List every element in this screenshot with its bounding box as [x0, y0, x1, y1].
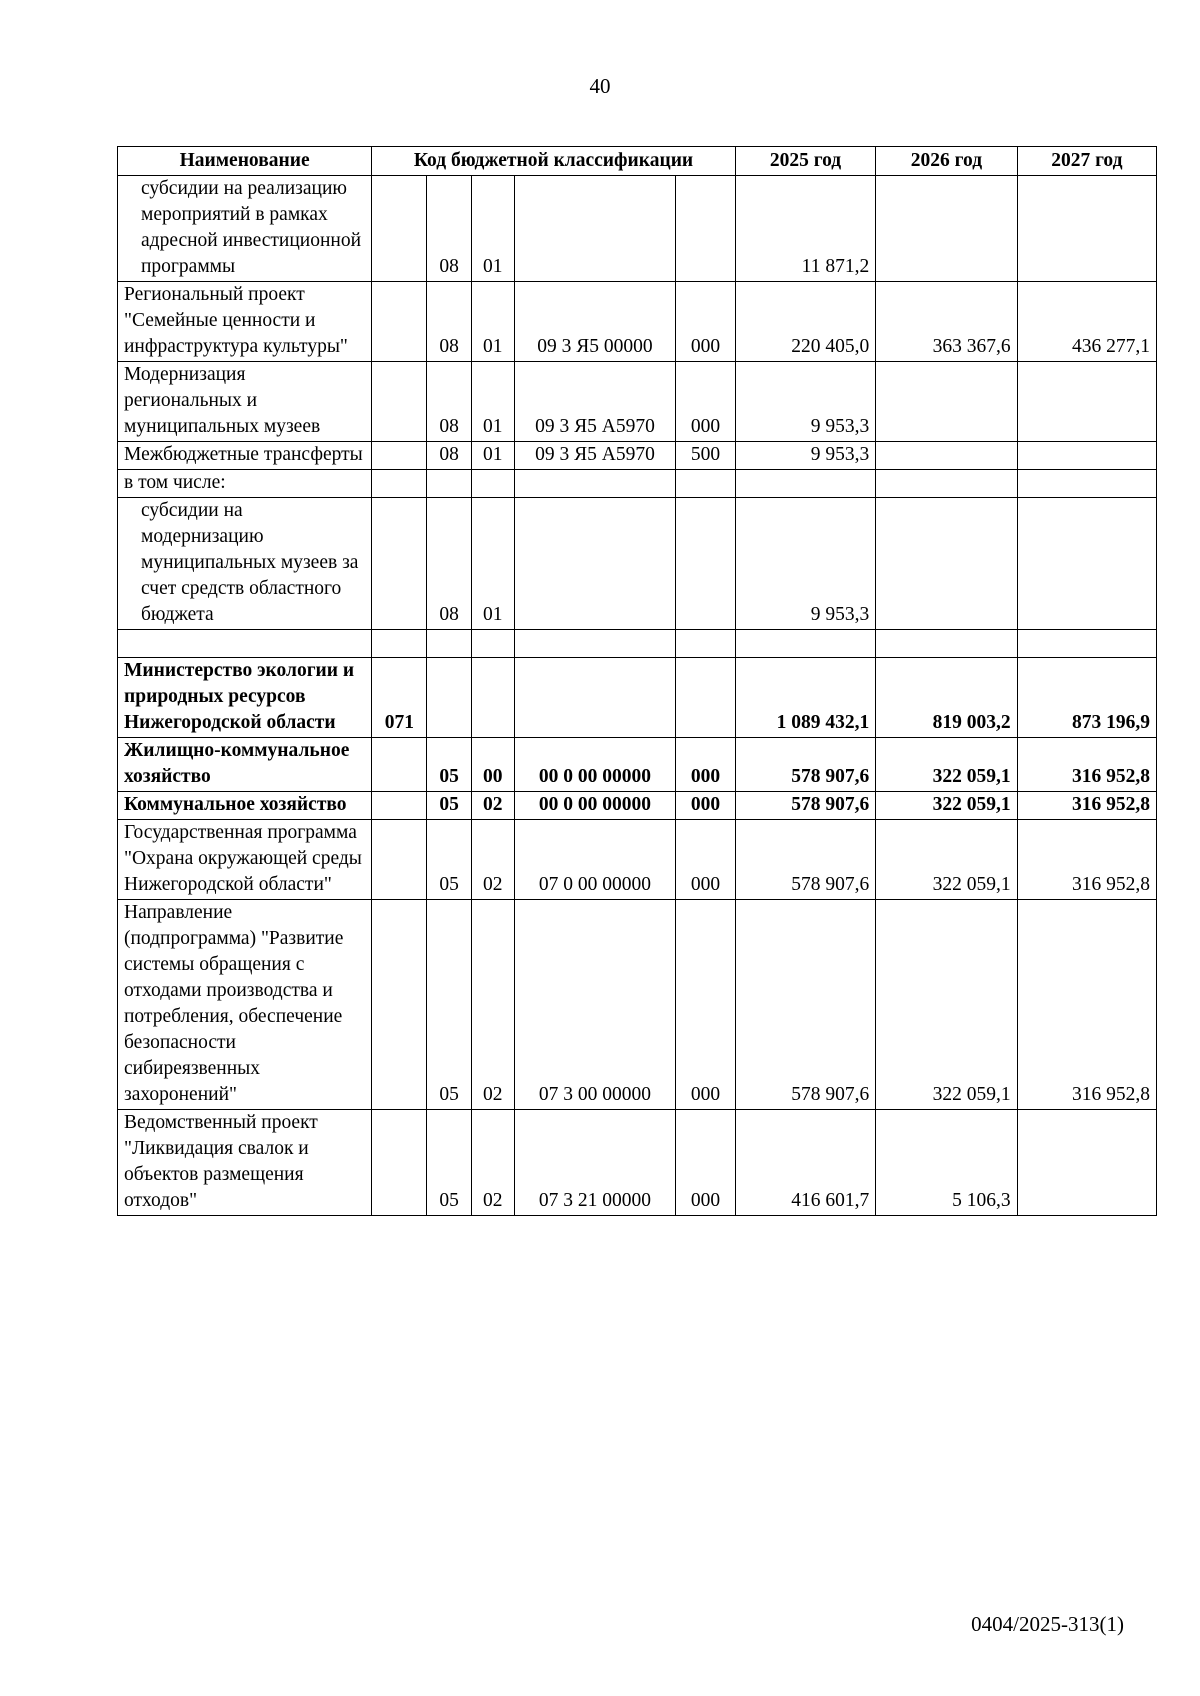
cell-podrazdel: 02 [471, 1110, 514, 1216]
cell-name: Коммунальное хозяйство [118, 792, 372, 820]
cell-name: в том числе: [118, 470, 372, 498]
cell-vr [676, 658, 736, 738]
cell-vr: 500 [676, 442, 736, 470]
cell-y2025: 578 907,6 [735, 900, 875, 1110]
cell-razdel: 08 [427, 362, 471, 442]
cell-y2026: 322 059,1 [876, 820, 1017, 900]
cell-razdel [427, 658, 471, 738]
cell-razdel: 08 [427, 498, 471, 630]
cell-y2025: 9 953,3 [735, 442, 875, 470]
cell-podrazdel: 01 [471, 498, 514, 630]
cell-csr: 00 0 00 00000 [514, 792, 675, 820]
table-row [118, 470, 1157, 498]
cell-name: Государственная программа "Охрана окружающей среды Нижегородской области" [118, 820, 372, 900]
cell-razdel: 05 [427, 820, 471, 900]
header-2025: 2025 год [735, 147, 875, 176]
cell-y2027: 316 952,8 [1017, 792, 1156, 820]
cell-podrazdel: 01 [471, 362, 514, 442]
cell-y2026 [876, 362, 1017, 442]
cell-csr: 07 3 00 00000 [514, 900, 675, 1110]
cell-vr [676, 498, 736, 630]
cell-csr: 07 0 00 00000 [514, 820, 675, 900]
cell-y2026: 322 059,1 [876, 738, 1017, 792]
cell-y2027 [1017, 498, 1156, 630]
cell-vedom [372, 792, 427, 820]
table-row [118, 442, 1157, 470]
cell-podrazdel [471, 470, 514, 498]
cell-vedom [372, 738, 427, 792]
cell-razdel [427, 470, 471, 498]
cell-vedom [372, 630, 427, 658]
cell-vr [676, 470, 736, 498]
cell-y2027 [1017, 176, 1156, 282]
cell-podrazdel [471, 630, 514, 658]
table-header-row [118, 147, 1157, 176]
cell-razdel: 05 [427, 1110, 471, 1216]
cell-name: Министерство экологии и природных ресурсов Нижегородской области [118, 658, 372, 738]
cell-vr: 000 [676, 362, 736, 442]
cell-csr: 07 3 21 00000 [514, 1110, 675, 1216]
header-name: Наименование [118, 147, 372, 176]
table-row [118, 630, 1157, 658]
cell-vr: 000 [676, 792, 736, 820]
cell-podrazdel [471, 658, 514, 738]
cell-vr: 000 [676, 282, 736, 362]
cell-vedom [372, 282, 427, 362]
cell-y2026: 322 059,1 [876, 792, 1017, 820]
cell-csr: 09 3 Я5 А5970 [514, 362, 675, 442]
header-code: Код бюджетной классификации [372, 147, 736, 176]
table-row [118, 792, 1157, 820]
cell-y2027: 436 277,1 [1017, 282, 1156, 362]
cell-y2027 [1017, 470, 1156, 498]
cell-y2026: 819 003,2 [876, 658, 1017, 738]
cell-razdel [427, 630, 471, 658]
budget-table [117, 146, 1157, 1216]
cell-vedom [372, 470, 427, 498]
cell-razdel: 05 [427, 900, 471, 1110]
cell-vr: 000 [676, 820, 736, 900]
cell-y2026 [876, 630, 1017, 658]
cell-y2025: 416 601,7 [735, 1110, 875, 1216]
cell-name: Межбюджетные трансферты [118, 442, 372, 470]
header-2026: 2026 год [876, 147, 1017, 176]
cell-y2027 [1017, 442, 1156, 470]
cell-y2026: 363 367,6 [876, 282, 1017, 362]
cell-y2027: 873 196,9 [1017, 658, 1156, 738]
cell-vedom: 071 [372, 658, 427, 738]
cell-vedom [372, 176, 427, 282]
cell-y2025: 9 953,3 [735, 498, 875, 630]
cell-y2025: 578 907,6 [735, 738, 875, 792]
cell-y2025: 11 871,2 [735, 176, 875, 282]
cell-name: Модернизация региональных и муниципальных музеев [118, 362, 372, 442]
cell-y2025: 578 907,6 [735, 820, 875, 900]
cell-csr: 09 3 Я5 00000 [514, 282, 675, 362]
cell-podrazdel: 01 [471, 176, 514, 282]
cell-name: Ведомственный проект "Ликвидация свалок и объектов размещения отходов" [118, 1110, 372, 1216]
cell-vedom [372, 820, 427, 900]
table-row [118, 738, 1157, 792]
cell-name [118, 630, 372, 658]
cell-csr [514, 470, 675, 498]
cell-razdel: 08 [427, 282, 471, 362]
cell-podrazdel: 01 [471, 282, 514, 362]
cell-y2026 [876, 176, 1017, 282]
table-row [118, 820, 1157, 900]
cell-razdel: 08 [427, 176, 471, 282]
cell-y2027 [1017, 362, 1156, 442]
cell-y2025: 220 405,0 [735, 282, 875, 362]
header-2027: 2027 год [1017, 147, 1156, 176]
cell-name: субсидии на модернизацию муниципальных музеев за счет средств областного бюджета [118, 498, 372, 630]
cell-y2025 [735, 470, 875, 498]
page-number: 40 [589, 74, 611, 98]
cell-csr: 00 0 00 00000 [514, 738, 675, 792]
table-row [118, 900, 1157, 1110]
cell-podrazdel: 00 [471, 738, 514, 792]
table-row [118, 176, 1157, 282]
cell-y2027: 316 952,8 [1017, 900, 1156, 1110]
cell-csr [514, 630, 675, 658]
table-row [118, 658, 1157, 738]
cell-vr [676, 630, 736, 658]
cell-vedom [372, 442, 427, 470]
cell-razdel: 05 [427, 738, 471, 792]
cell-csr: 09 3 Я5 А5970 [514, 442, 675, 470]
cell-name: субсидии на реализацию мероприятий в рамках адресной инвестиционной программы [118, 176, 372, 282]
cell-y2027: 316 952,8 [1017, 738, 1156, 792]
cell-y2027 [1017, 1110, 1156, 1216]
cell-csr [514, 176, 675, 282]
table-row [118, 362, 1157, 442]
table-row [118, 282, 1157, 362]
cell-razdel: 08 [427, 442, 471, 470]
cell-y2025: 9 953,3 [735, 362, 875, 442]
cell-y2026: 322 059,1 [876, 900, 1017, 1110]
document-code: 0404/2025-313(1) [971, 1612, 1124, 1636]
cell-y2027 [1017, 630, 1156, 658]
cell-razdel: 05 [427, 792, 471, 820]
cell-y2025: 578 907,6 [735, 792, 875, 820]
cell-name: Жилищно-коммунальное хозяйство [118, 738, 372, 792]
cell-name: Региональный проект "Семейные ценности и инфраструктура культуры" [118, 282, 372, 362]
cell-y2025: 1 089 432,1 [735, 658, 875, 738]
cell-vedom [372, 362, 427, 442]
cell-vedom [372, 900, 427, 1110]
cell-vr: 000 [676, 738, 736, 792]
cell-podrazdel: 01 [471, 442, 514, 470]
cell-vr: 000 [676, 900, 736, 1110]
cell-y2026 [876, 470, 1017, 498]
cell-csr [514, 658, 675, 738]
cell-podrazdel: 02 [471, 792, 514, 820]
cell-csr [514, 498, 675, 630]
cell-y2026 [876, 442, 1017, 470]
table-body [118, 176, 1157, 1216]
cell-vedom [372, 1110, 427, 1216]
cell-podrazdel: 02 [471, 900, 514, 1110]
cell-podrazdel: 02 [471, 820, 514, 900]
table-row [118, 1110, 1157, 1216]
cell-name: Направление (подпрограмма) "Развитие системы обращения с отходами производства и потребления, обеспечение безопасности сибиреязвенных захоронений" [118, 900, 372, 1110]
cell-vr: 000 [676, 1110, 736, 1216]
cell-vedom [372, 498, 427, 630]
cell-vr [676, 176, 736, 282]
cell-y2025 [735, 630, 875, 658]
cell-y2026: 5 106,3 [876, 1110, 1017, 1216]
cell-y2027: 316 952,8 [1017, 820, 1156, 900]
table-row [118, 498, 1157, 630]
cell-y2026 [876, 498, 1017, 630]
